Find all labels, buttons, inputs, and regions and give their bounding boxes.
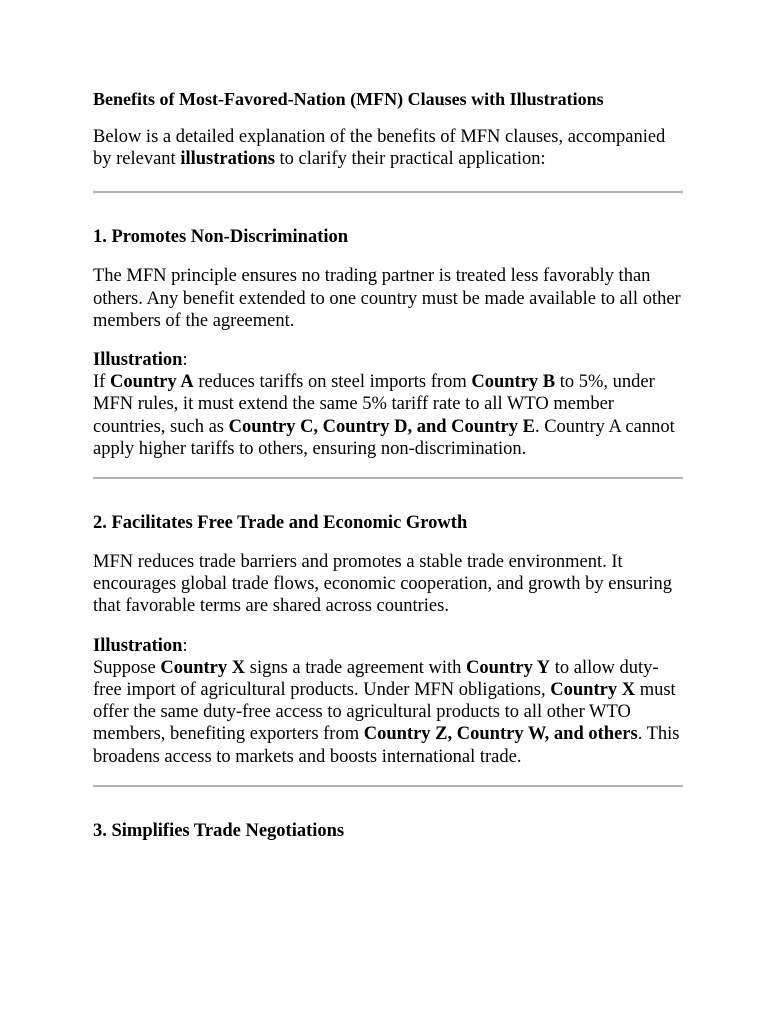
illustration-text: Suppose: [93, 657, 161, 678]
illustration-bold: Country A: [109, 372, 194, 393]
intro-text-start: Below is a detailed explanation of the benefits of MFN clauses, accompanied by relevant: [93, 127, 666, 170]
section-heading-3: 3. Simplifies Trade Negotiations: [93, 820, 345, 841]
illustration-colon: :: [182, 350, 188, 371]
illustration-text: If: [93, 372, 110, 393]
illustration-bold: Country Z, Country W, and others: [363, 724, 638, 745]
illustration-bold: Country Y: [466, 657, 551, 678]
illustration-text: . Country A cannot apply higher tariffs to others, ensuring non-discrimination.: [93, 416, 675, 459]
illustration-bold: Country X: [550, 680, 636, 701]
illustration-label: Illustration: [93, 350, 183, 371]
illustration-bold: Country X: [160, 657, 246, 678]
section-1-illustration: [93, 349, 683, 460]
illustration-text: to 5%, under MFN rules, it must extend the same 5% tariff rate to all WTO member countries, such as: [93, 372, 655, 437]
illustration-bold: Country C, Country D, and Country E: [228, 416, 535, 437]
illustration-text: . This broadens access to markets and boosts international trade.: [93, 724, 680, 767]
illustration-text: must offer the same duty-free access to agricultural products to all other WTO members, benefiting exporters from: [93, 680, 676, 745]
illustration-colon: :: [182, 635, 188, 656]
intro-text-end: to clarify their practical application:: [274, 149, 546, 170]
section-2-illustration: [93, 635, 683, 768]
intro-emphasis: illustrations: [180, 149, 275, 170]
document-title: Benefits of Most-Favored-Nation (MFN) Clauses with Illustrations: [93, 89, 604, 109]
illustration-text: signs a trade agreement with: [245, 657, 467, 678]
document-page: [93, 88, 683, 842]
illustration-bold: Country B: [471, 372, 556, 393]
section-2-body: MFN reduces trade barriers and promotes a stable trade environment. It encourages global trade flows, economic cooperation, and growth by ensuring that favorable terms are shared across countries.: [93, 552, 672, 617]
section-heading-2: 2. Facilitates Free Trade and Economic Growth: [93, 513, 468, 534]
illustration-label: Illustration: [93, 635, 183, 656]
illustration-text: reduces tariffs on steel imports from: [193, 372, 472, 393]
section-heading-1: 1. Promotes Non-Discrimination: [93, 227, 349, 248]
section-1-body: The MFN principle ensures no trading partner is treated less favorably than others. Any benefit extended to one country must be made available to all other members of the agreement.: [93, 266, 681, 331]
intro-paragraph: [93, 126, 683, 170]
illustration-text: to allow duty-free import of agricultural products. Under MFN obligations,: [93, 657, 659, 701]
